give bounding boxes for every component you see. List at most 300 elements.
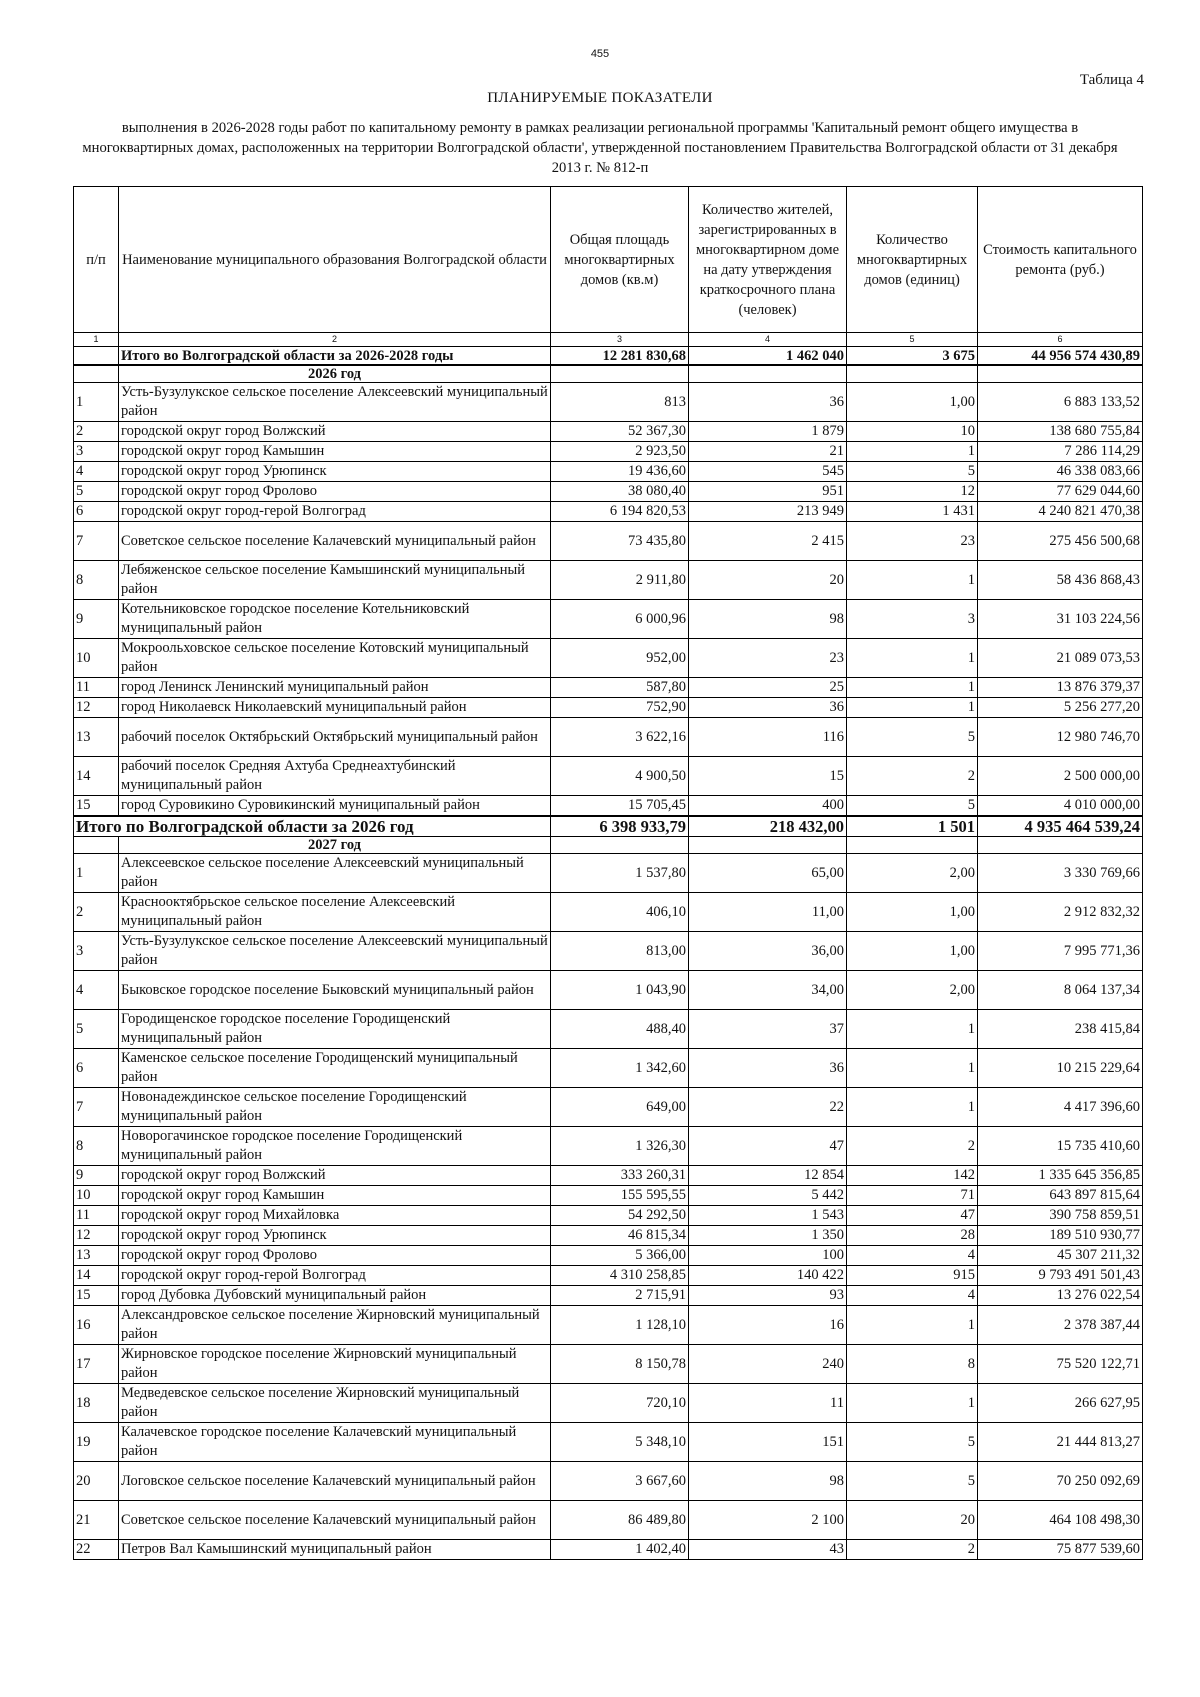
row-index: 17 [74,1345,119,1384]
year-total-cost: 4 935 464 539,24 [978,816,1143,837]
row-index: 9 [74,1166,119,1186]
row-index: 14 [74,757,119,796]
municipality-name: город Дубовка Дубовский муниципальный район [119,1286,551,1306]
year-header-row [74,365,1143,383]
row-index: 5 [74,482,119,502]
houses-value: 5 [847,796,978,817]
residents-value: 240 [689,1345,847,1384]
row-index: 19 [74,1423,119,1462]
residents-value: 1 543 [689,1206,847,1226]
year-header-blank [689,365,847,383]
column-number: 4 [689,333,847,347]
row-index: 5 [74,1010,119,1049]
table-row [74,1540,1143,1560]
houses-value: 1 [847,561,978,600]
row-index: 3 [74,442,119,462]
year-total-residents: 218 432,00 [689,816,847,837]
area-value: 333 260,31 [551,1166,689,1186]
cost-value: 31 103 224,56 [978,600,1143,639]
table-row [74,1462,1143,1501]
houses-value: 12 [847,482,978,502]
year-header-blank [551,365,689,383]
year-header-blank [978,837,1143,854]
header-residents: Количество жителей, зарегистрированных в многоквартирном доме на дату утверждения краткосрочного плана (человек) [689,187,847,333]
table-row [74,1088,1143,1127]
row-index: 12 [74,1226,119,1246]
year-header-blank [689,837,847,854]
cost-value: 70 250 092,69 [978,1462,1143,1501]
area-value: 5 366,00 [551,1246,689,1266]
cost-value: 1 335 645 356,85 [978,1166,1143,1186]
cost-value: 464 108 498,30 [978,1501,1143,1540]
municipality-name: рабочий поселок Средняя Ахтуба Среднеахтубинский муниципальный район [119,757,551,796]
residents-value: 43 [689,1540,847,1560]
houses-value: 5 [847,718,978,757]
cost-value: 266 627,95 [978,1384,1143,1423]
row-index: 15 [74,796,119,817]
houses-value: 8 [847,1345,978,1384]
municipality-name: Советское сельское поселение Калачевский муниципальный район [119,522,551,561]
table-row [74,561,1143,600]
residents-value: 36 [689,698,847,718]
row-index: 2 [74,893,119,932]
year-header-blank [74,837,119,854]
municipality-name: Петров Вал Камышинский муниципальный район [119,1540,551,1560]
year-header-blank [74,365,119,383]
houses-value: 142 [847,1166,978,1186]
residents-value: 11 [689,1384,847,1423]
residents-value: 15 [689,757,847,796]
header-index: п/п [74,187,119,333]
column-number: 1 [74,333,119,347]
municipality-name: Быковское городское поселение Быковский муниципальный район [119,971,551,1010]
column-number: 5 [847,333,978,347]
houses-value: 28 [847,1226,978,1246]
residents-value: 34,00 [689,971,847,1010]
row-index: 8 [74,561,119,600]
table-row [74,1345,1143,1384]
cost-value: 2 912 832,32 [978,893,1143,932]
houses-value: 5 [847,1462,978,1501]
residents-value: 140 422 [689,1266,847,1286]
area-value: 1 043,90 [551,971,689,1010]
municipality-name: Советское сельское поселение Калачевский муниципальный район [119,1501,551,1540]
table-row [74,893,1143,932]
cost-value: 4 240 821 470,38 [978,502,1143,522]
table-row [74,1501,1143,1540]
municipality-name: Городищенское городское поселение Городищенский муниципальный район [119,1010,551,1049]
row-index: 10 [74,1186,119,1206]
houses-value: 1 [847,442,978,462]
houses-value: 23 [847,522,978,561]
year-total-row [74,816,1143,837]
cost-value: 15 735 410,60 [978,1127,1143,1166]
area-value: 86 489,80 [551,1501,689,1540]
header-cost: Стоимость капитального ремонта (руб.) [978,187,1143,333]
cost-value: 10 215 229,64 [978,1049,1143,1088]
residents-value: 213 949 [689,502,847,522]
cost-value: 58 436 868,43 [978,561,1143,600]
municipality-name: Новорогачинское городское поселение Городищенский муниципальный район [119,1127,551,1166]
residents-value: 151 [689,1423,847,1462]
area-value: 46 815,34 [551,1226,689,1246]
table-row [74,383,1143,422]
grand-total-area: 12 281 830,68 [551,347,689,366]
houses-value: 3 [847,600,978,639]
houses-value: 10 [847,422,978,442]
houses-value: 1 [847,639,978,678]
cost-value: 4 417 396,60 [978,1088,1143,1127]
table-row [74,1186,1143,1206]
area-value: 2 911,80 [551,561,689,600]
row-index: 13 [74,718,119,757]
row-index: 10 [74,639,119,678]
residents-value: 65,00 [689,854,847,893]
row-index: 2 [74,422,119,442]
row-index: 3 [74,932,119,971]
table-row [74,442,1143,462]
year-total-houses: 1 501 [847,816,978,837]
column-number: 3 [551,333,689,347]
residents-value: 12 854 [689,1166,847,1186]
grand-total-residents: 1 462 040 [689,347,847,366]
cost-value: 13 876 379,37 [978,678,1143,698]
municipality-name: Каменское сельское поселение Городищенский муниципальный район [119,1049,551,1088]
municipality-name: городской округ город Камышин [119,1186,551,1206]
row-index: 18 [74,1384,119,1423]
indicators-table [73,186,1143,1560]
area-value: 1 128,10 [551,1306,689,1345]
cost-value: 4 010 000,00 [978,796,1143,817]
row-index: 16 [74,1306,119,1345]
residents-value: 47 [689,1127,847,1166]
cost-value: 3 330 769,66 [978,854,1143,893]
area-value: 488,40 [551,1010,689,1049]
table-row [74,698,1143,718]
table-row [74,854,1143,893]
municipality-name: Мокроольховское сельское поселение Котовский муниципальный район [119,639,551,678]
residents-value: 25 [689,678,847,698]
table-row [74,1306,1143,1345]
grand-total-label: Итого во Волгоградской области за 2026-2028 годы [119,347,551,366]
row-index: 20 [74,1462,119,1501]
table-row [74,502,1143,522]
residents-value: 5 442 [689,1186,847,1206]
houses-value: 1,00 [847,932,978,971]
table-row [74,1049,1143,1088]
cost-value: 7 995 771,36 [978,932,1143,971]
table-label: Таблица 4 [1079,72,1144,88]
residents-value: 21 [689,442,847,462]
column-number-row [74,333,1143,347]
municipality-name: Котельниковское городское поселение Котельниковский муниципальный район [119,600,551,639]
houses-value: 2 [847,1540,978,1560]
grand-total-houses: 3 675 [847,347,978,366]
row-index: 8 [74,1127,119,1166]
cost-value: 138 680 755,84 [978,422,1143,442]
table-row [74,971,1143,1010]
cost-value: 46 338 083,66 [978,462,1143,482]
houses-value: 4 [847,1286,978,1306]
year-total-label: Итого по Волгоградской области за 2026 год [74,816,551,837]
area-value: 1 537,80 [551,854,689,893]
grand-total-row [74,347,1143,366]
municipality-name: Медведевское сельское поселение Жирновский муниципальный район [119,1384,551,1423]
table-row [74,678,1143,698]
cost-value: 2 500 000,00 [978,757,1143,796]
area-value: 52 367,30 [551,422,689,442]
header-area: Общая площадь многоквартирных домов (кв.м) [551,187,689,333]
row-index: 21 [74,1501,119,1540]
residents-value: 98 [689,600,847,639]
area-value: 155 595,55 [551,1186,689,1206]
residents-value: 23 [689,639,847,678]
cost-value: 8 064 137,34 [978,971,1143,1010]
municipality-name: Калачевское городское поселение Калачевский муниципальный район [119,1423,551,1462]
area-value: 2 923,50 [551,442,689,462]
area-value: 1 342,60 [551,1049,689,1088]
document-title: ПЛАНИРУЕМЫЕ ПОКАЗАТЕЛИ [487,90,713,106]
row-index: 15 [74,1286,119,1306]
residents-value: 20 [689,561,847,600]
table-row [74,932,1143,971]
area-value: 1 326,30 [551,1127,689,1166]
residents-value: 2 100 [689,1501,847,1540]
cost-value: 45 307 211,32 [978,1246,1143,1266]
row-index: 1 [74,854,119,893]
table-row [74,1010,1143,1049]
residents-value: 100 [689,1246,847,1266]
houses-value: 1 431 [847,502,978,522]
area-value: 587,80 [551,678,689,698]
cost-value: 9 793 491 501,43 [978,1266,1143,1286]
residents-value: 36 [689,1049,847,1088]
houses-value: 1 [847,678,978,698]
municipality-name: Александровское сельское поселение Жирновский муниципальный район [119,1306,551,1345]
houses-value: 1 [847,1010,978,1049]
area-value: 38 080,40 [551,482,689,502]
row-index: 13 [74,1246,119,1266]
residents-value: 98 [689,1462,847,1501]
cost-value: 6 883 133,52 [978,383,1143,422]
municipality-name: городской округ город Волжский [119,1166,551,1186]
year-header: 2026 год [119,365,551,383]
municipality-name: городской округ город Волжский [119,422,551,442]
row-index: 14 [74,1266,119,1286]
year-header-blank [551,837,689,854]
row-index: 1 [74,383,119,422]
row-index: 6 [74,1049,119,1088]
cost-value: 77 629 044,60 [978,482,1143,502]
houses-value: 2 [847,1127,978,1166]
table-row [74,522,1143,561]
area-value: 5 348,10 [551,1423,689,1462]
table-row [74,718,1143,757]
cost-value: 21 089 073,53 [978,639,1143,678]
row-index: 11 [74,1206,119,1226]
page-number: 455 [590,48,610,60]
table-row [74,1423,1143,1462]
table-row [74,422,1143,442]
area-value: 813 [551,383,689,422]
area-value: 752,90 [551,698,689,718]
area-value: 3 622,16 [551,718,689,757]
table-row [74,757,1143,796]
table-row [74,1266,1143,1286]
houses-value: 20 [847,1501,978,1540]
residents-value: 11,00 [689,893,847,932]
houses-value: 1 [847,1306,978,1345]
header-houses: Количество многоквартирных домов (единиц) [847,187,978,333]
cost-value: 390 758 859,51 [978,1206,1143,1226]
municipality-name: городской округ город Урюпинск [119,1226,551,1246]
row-index: 6 [74,502,119,522]
houses-value: 5 [847,1423,978,1462]
table-row [74,796,1143,817]
cost-value: 21 444 813,27 [978,1423,1143,1462]
row-index: 22 [74,1540,119,1560]
cost-value: 2 378 387,44 [978,1306,1143,1345]
cost-value: 13 276 022,54 [978,1286,1143,1306]
row-index: 12 [74,698,119,718]
table-row [74,600,1143,639]
row-index: 4 [74,462,119,482]
municipality-name: рабочий поселок Октябрьский Октябрьский муниципальный район [119,718,551,757]
houses-value: 2,00 [847,971,978,1010]
document-subtitle: выполнения в 2026-2028 годы работ по капитальному ремонту в рамках реализации региональной программы 'Капитальный ремонт общего имущества в многоквартирных домах, расположенных на территории Волгоградской области', утвержденной постановлением Правительства Волгоградской области от 31 декабря 2013 г. № 812-п [82,120,1118,176]
residents-value: 116 [689,718,847,757]
row-index: 9 [74,600,119,639]
municipality-name: городской округ город-герой Волгоград [119,502,551,522]
houses-value: 71 [847,1186,978,1206]
municipality-name: городской округ город Михайловка [119,1206,551,1226]
year-header-blank [847,365,978,383]
houses-value: 47 [847,1206,978,1226]
area-value: 4 310 258,85 [551,1266,689,1286]
cost-value: 189 510 930,77 [978,1226,1143,1246]
cost-value: 75 877 539,60 [978,1540,1143,1560]
table-row [74,1384,1143,1423]
year-total-area: 6 398 933,79 [551,816,689,837]
year-header-blank [847,837,978,854]
area-value: 4 900,50 [551,757,689,796]
residents-value: 1 350 [689,1226,847,1246]
area-value: 6 194 820,53 [551,502,689,522]
residents-value: 400 [689,796,847,817]
residents-value: 36 [689,383,847,422]
area-value: 54 292,50 [551,1206,689,1226]
houses-value: 1 [847,698,978,718]
table-row [74,1127,1143,1166]
municipality-name: Усть-Бузулукское сельское поселение Алексеевский муниципальный район [119,383,551,422]
municipality-name: город Ленинск Ленинский муниципальный район [119,678,551,698]
header-name: Наименование муниципального образования Волгоградской области [119,187,551,333]
area-value: 15 705,45 [551,796,689,817]
houses-value: 2 [847,757,978,796]
cost-value: 238 415,84 [978,1010,1143,1049]
table-row [74,1166,1143,1186]
row-index: 7 [74,522,119,561]
area-value: 19 436,60 [551,462,689,482]
municipality-name: Жирновское городское поселение Жирновский муниципальный район [119,1345,551,1384]
grand-total-cost: 44 956 574 430,89 [978,347,1143,366]
cost-value: 75 520 122,71 [978,1345,1143,1384]
residents-value: 2 415 [689,522,847,561]
area-value: 2 715,91 [551,1286,689,1306]
municipality-name: Лебяженское сельское поселение Камышинский муниципальный район [119,561,551,600]
area-value: 406,10 [551,893,689,932]
table-row [74,1246,1143,1266]
residents-value: 1 879 [689,422,847,442]
header-row [74,187,1143,333]
residents-value: 545 [689,462,847,482]
cost-value: 643 897 815,64 [978,1186,1143,1206]
year-header: 2027 год [119,837,551,854]
municipality-name: городской округ город Фролово [119,1246,551,1266]
houses-value: 915 [847,1266,978,1286]
residents-value: 16 [689,1306,847,1345]
table-row [74,462,1143,482]
column-number: 6 [978,333,1143,347]
column-number: 2 [119,333,551,347]
table-row [74,639,1143,678]
houses-value: 5 [847,462,978,482]
houses-value: 1 [847,1088,978,1127]
houses-value: 4 [847,1246,978,1266]
houses-value: 1 [847,1049,978,1088]
municipality-name: город Николаевск Николаевский муниципальный район [119,698,551,718]
municipality-name: городской округ город Камышин [119,442,551,462]
row-index: 4 [74,971,119,1010]
municipality-name: городской округ город Фролово [119,482,551,502]
cost-value: 275 456 500,68 [978,522,1143,561]
area-value: 8 150,78 [551,1345,689,1384]
houses-value: 1,00 [847,893,978,932]
cost-value: 7 286 114,29 [978,442,1143,462]
table-body [74,347,1143,1560]
cost-value: 5 256 277,20 [978,698,1143,718]
area-value: 813,00 [551,932,689,971]
municipality-name: Новонадеждинское сельское поселение Городищенский муниципальный район [119,1088,551,1127]
area-value: 73 435,80 [551,522,689,561]
houses-value: 2,00 [847,854,978,893]
municipality-name: Алексеевское сельское поселение Алексеевский муниципальный район [119,854,551,893]
area-value: 3 667,60 [551,1462,689,1501]
year-header-blank [978,365,1143,383]
residents-value: 22 [689,1088,847,1127]
residents-value: 951 [689,482,847,502]
municipality-name: городской округ город Урюпинск [119,462,551,482]
row-index: 11 [74,678,119,698]
table-row [74,1286,1143,1306]
houses-value: 1 [847,1384,978,1423]
row-index: 7 [74,1088,119,1127]
residents-value: 37 [689,1010,847,1049]
table-row [74,1226,1143,1246]
grand-total-index [74,347,119,366]
municipality-name: город Суровикино Суровикинский муниципальный район [119,796,551,817]
area-value: 649,00 [551,1088,689,1127]
area-value: 6 000,96 [551,600,689,639]
residents-value: 36,00 [689,932,847,971]
municipality-name: Краснооктябрьское сельское поселение Алексеевский муниципальный район [119,893,551,932]
municipality-name: городской округ город-герой Волгоград [119,1266,551,1286]
year-header-row [74,837,1143,854]
area-value: 720,10 [551,1384,689,1423]
municipality-name: Усть-Бузулукское сельское поселение Алексеевский муниципальный район [119,932,551,971]
table-row [74,482,1143,502]
area-value: 1 402,40 [551,1540,689,1560]
